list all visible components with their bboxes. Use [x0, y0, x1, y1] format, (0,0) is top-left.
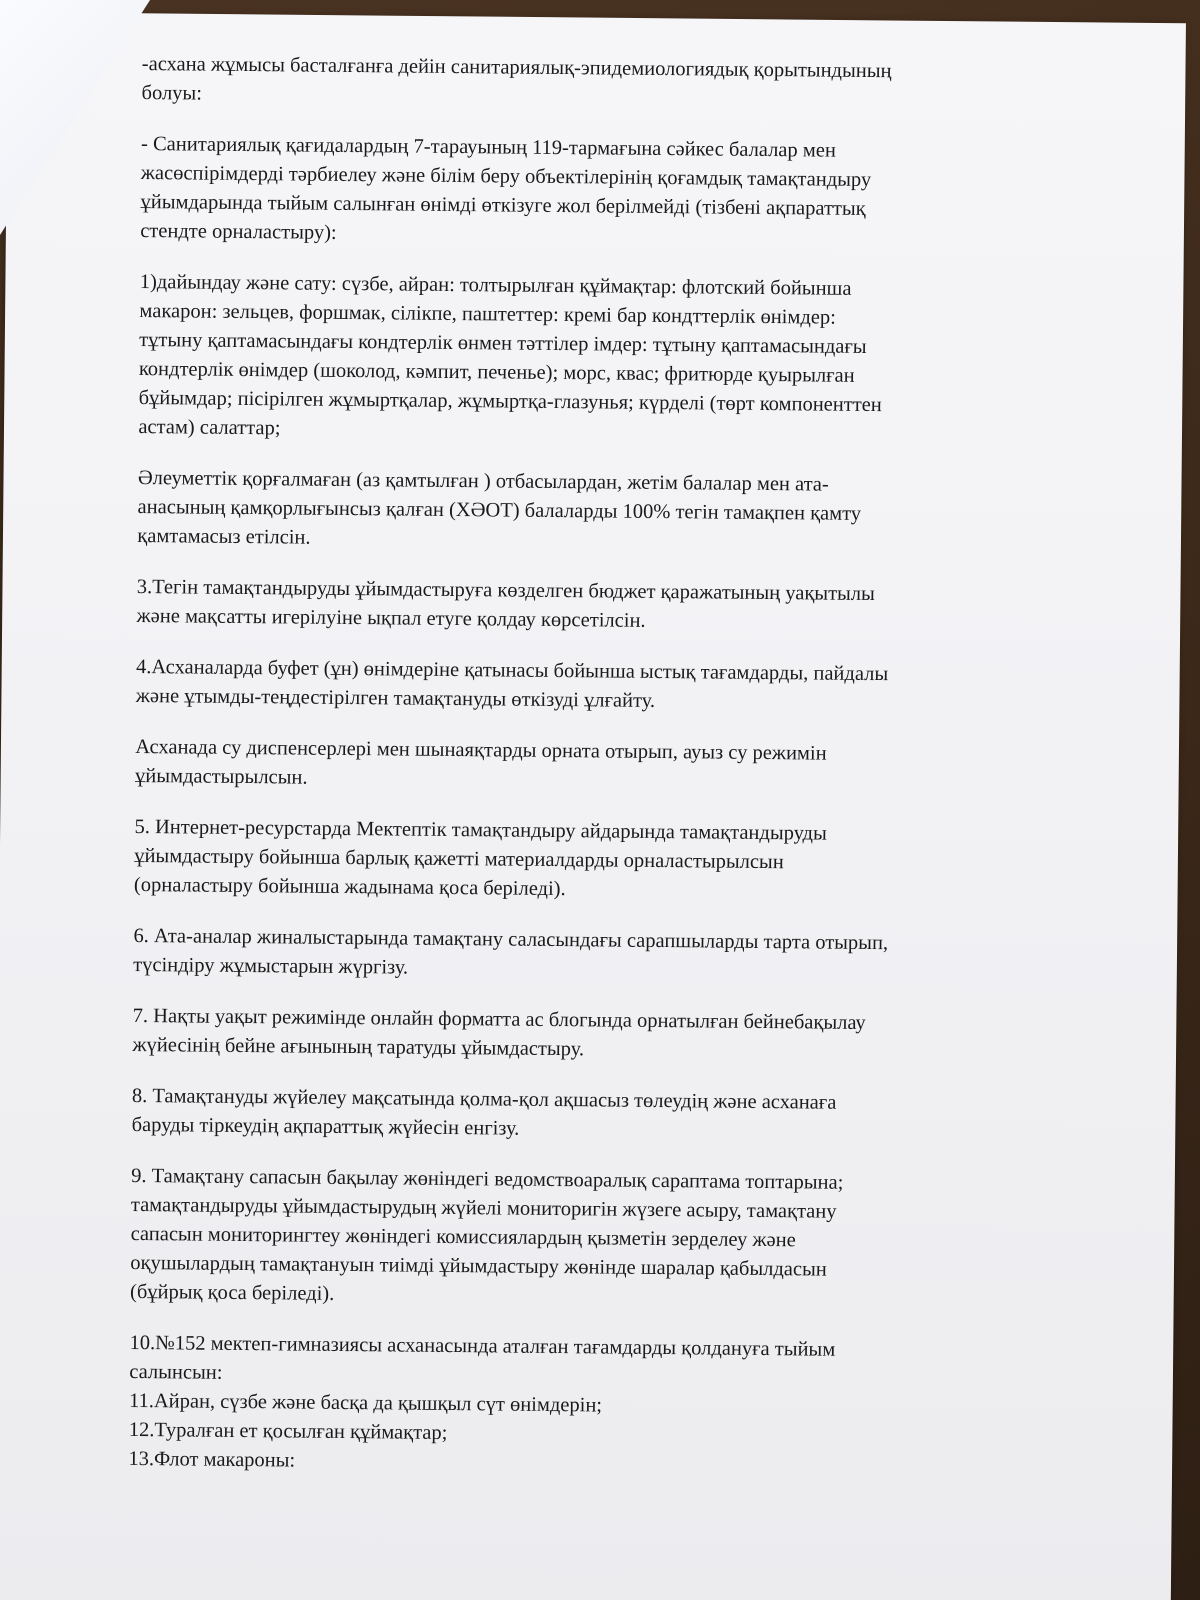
paragraph-prohibited-products: 1)дайындау және сату: сүзбе, айран: толтырылған құймақтар: флотский бойынша макарон: зельцев, форшмак, сілікпе, паштеттер: кремі бар кондттерлік өнімдер: тұтыну қаптамасындағы кондтерлік өнмен тәттілер імдер: тұтыну қаптамасындағы кондтерлік өнімдер (шоколод, кәмпит, печенье); морс, квас; фритюрде қуырылған бұйымдар; пісірілген жұмыртқалар, жұмыртқа-глазунья; күрделі (төрт компоненттен астам) салаттар; — [138, 270, 882, 440]
paragraph-item-11: 11.Айран, сүзбе және басқа да қышқыл сүт өнімдерін; — [128, 1389, 603, 1417]
paragraph-item-10: 10.№152 мектеп-гимназиясы асханасында аталған тағамдарды қолдануға тыйым салынсын: — [129, 1331, 836, 1384]
paragraph-item-6: 6. Ата-аналар жиналыстарында тамақтану саласындағы сарапшыларды тарта отырып, түсіндіру жұмыстарын жүргізу. — [133, 924, 889, 979]
paragraph-item-13: 13.Флот макароны: — [128, 1447, 296, 1472]
paragraph-item-3: 3.Тегін тамақтандыруды ұйымдастыруға көзделген бюджет қаражатының уақытылы және мақсатты игерілуіне ықпал етуге қолдау көрсетілсін. — [136, 575, 875, 632]
document-body — [128, 50, 1022, 1482]
paragraph-item-8: 8. Тамақтануды жүйелеу мақсатында қолма-қол ақшасыз төлеудің және асханаға баруды тіркеудің ақпараттық жүйесін енгізу. — [131, 1084, 837, 1140]
paragraph-sanitary-conclusion: -асхана жұмысы басталғанға дейін санитариялық-эпидемиологиядық қорытындының болуы: — [141, 52, 892, 105]
paragraph-item-4: 4.Асханаларда буфет (ұн) өнімдеріне қатынасы бойынша ыстық тағамдарды, пайдалы және ұтымды-теңдестірілген тамақтануды өткізуді ұлғайту. — [135, 655, 889, 712]
paragraph-free-meals: Әлеуметтік қорғалмаған (аз қамтылған ) отбасылардан, жетім балалар мен ата- анасының қамқорлығынсыз қалған (ХӘОТ) балаларды 100% тегін тамақпен қамту қамтамасыз етілсін. — [137, 466, 862, 549]
paragraph-item-12: 12.Туралған ет қосылған құймақтар; — [128, 1418, 448, 1444]
paragraph-sanitary-rules: - Санитариялық қағидалардың 7-тарауының 119-тармағына сәйкес балалар мен жасөспірімдерді тәрбиелеу және білім беру объектілерінің қоғамдық тамақтандыру ұйымдарында тыйым салынған өнімді өткізуге жол берілмейді (тізбені ақпараттық стендте орналастыру): — [140, 132, 872, 244]
paragraph-item-5: 5. Интернет-ресурстарда Мектептік тамақтандыру айдарында тамақтандыруды ұйымдастыру бойынша барлық қажетті материалдарды орналастырылсын (орналастыру бойынша жадынама қоса беріледі). — [133, 815, 827, 901]
paragraph-item-9: 9. Тамақтану сапасын бақылау жөніндегі ведомствоаралық сараптама топтарына; тамақтандыруды ұйымдастырудың жүйелі мониторигін жүзеге асыру, тамақтану сапасын мониторингтеу жөніндегі комиссиялардың қызметін зерделеу және оқушылардың тамақтануын тиімді ұйымдастыру жөнінде шаралар қабылдасын (бұйрық қоса беріледі). — [129, 1164, 844, 1305]
paragraph-water-dispensers: Асханада су диспенсерлері мен шынаяқтарды орната отырып, ауыз су режимін ұйымдастырылсын. — [134, 735, 827, 789]
paragraph-item-7: 7. Нақты уақыт режимінде онлайн форматта ас блогында орнатылған бейнебақылау жүйесінің бейне ағынының таратуды ұйымдастыру. — [132, 1004, 866, 1061]
